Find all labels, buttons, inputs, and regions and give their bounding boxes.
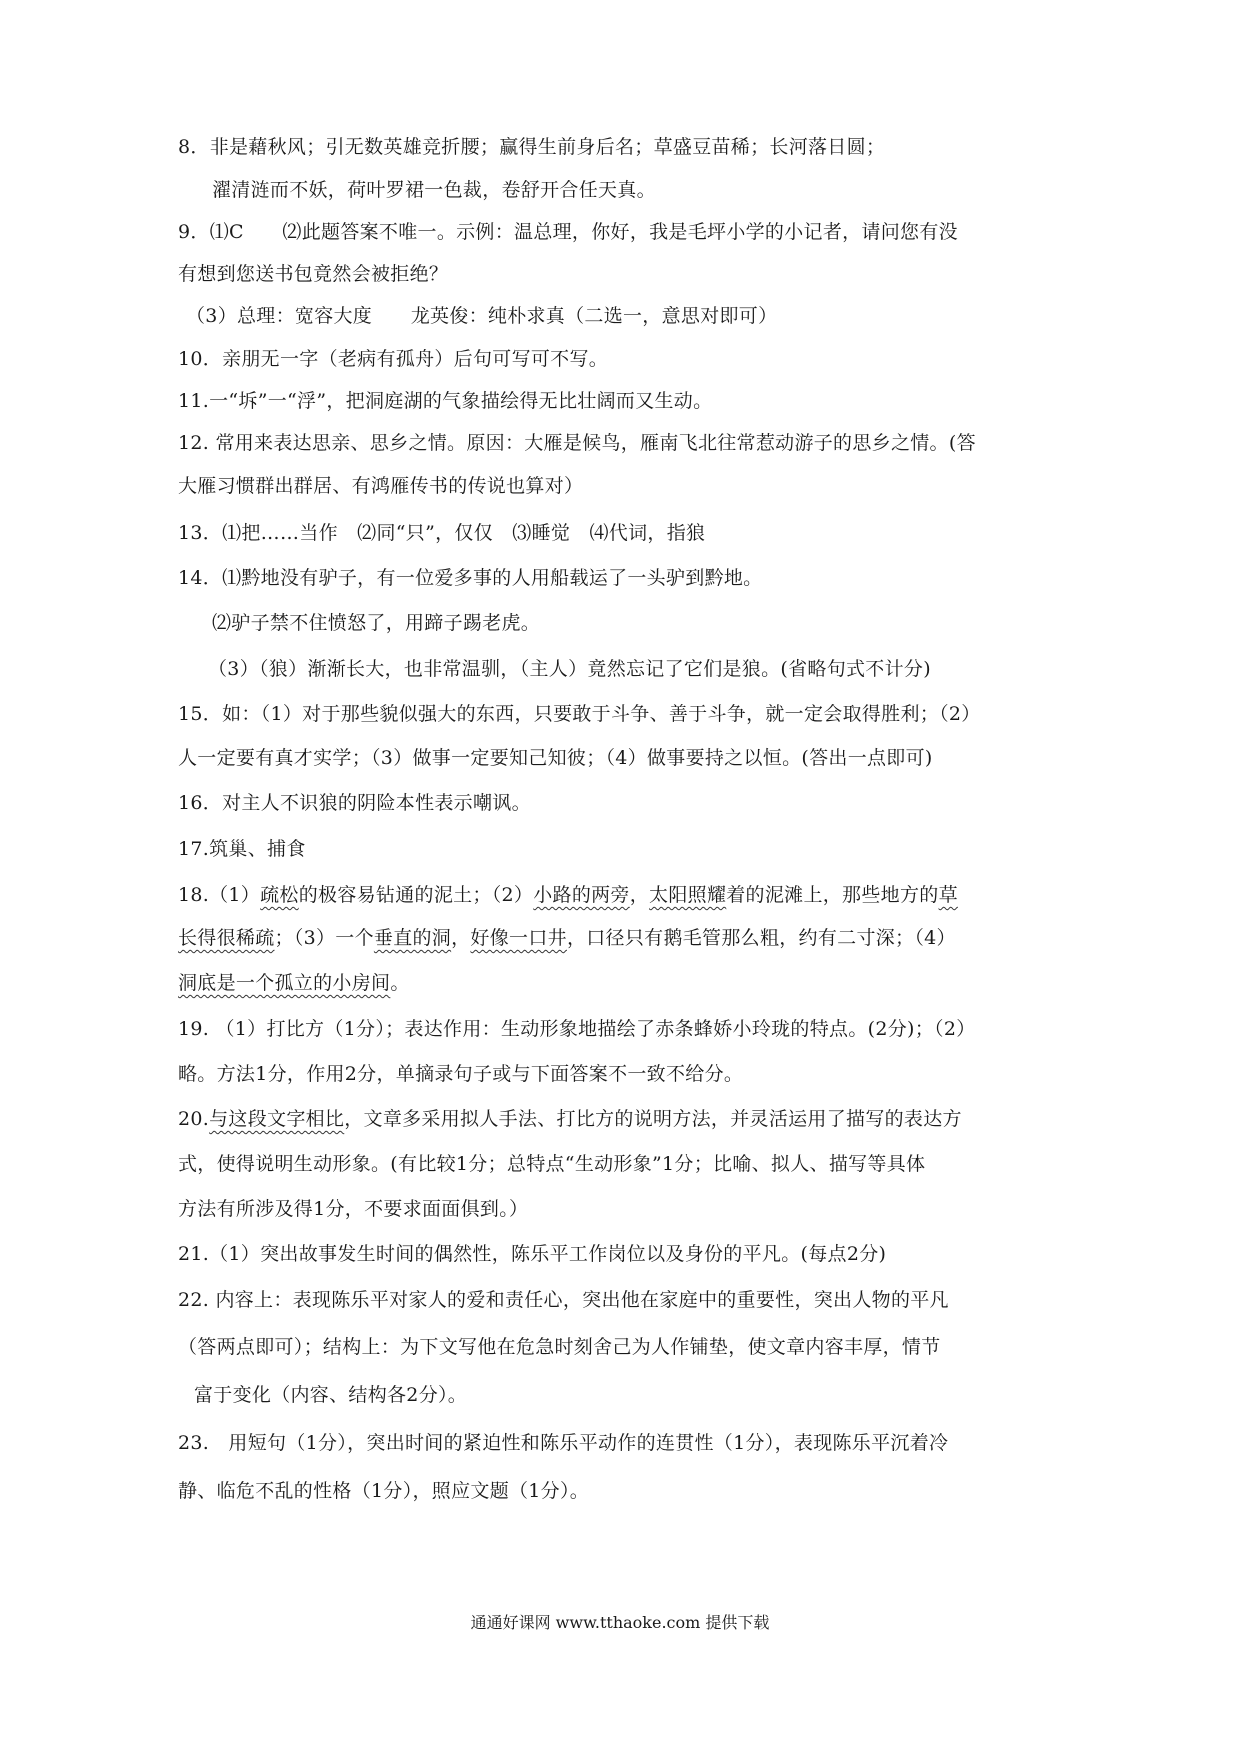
q20-underlined-text: 与这段文字相比	[209, 1108, 345, 1130]
answer-9-line-2: 有想到您送书包竟然会被拒绝？	[178, 263, 449, 285]
answer-16: 16．对主人不识狼的阴险本性表示嘲讽。	[178, 792, 531, 814]
q18-underlined-text: 小路的两旁	[533, 884, 630, 906]
answer-22-line-2: （答两点即可）；结构上：为下文写他在危急时刻舍己为人作铺垫，使文章内容丰厚，情节	[178, 1336, 941, 1358]
q18-underlined-text: 草	[938, 884, 958, 906]
q18-underlined-text: 洞底是一个孤立的小房间	[178, 972, 391, 994]
answer-23-line-1: 23. 用短句（1分），突出时间的紧迫性和陈乐平动作的连贯性（1分），表现陈乐平沉着冷	[178, 1432, 949, 1454]
answer-9-line-3: （3）总理：宽容大度 龙英俊：纯朴求真（二选一，意思对即可）	[186, 305, 778, 327]
q20-text: 20.	[178, 1108, 210, 1130]
answer-18-line-2	[178, 925, 956, 951]
answer-20-line-3: 方法有所涉及得1分，不要求面面俱到。）	[178, 1198, 529, 1220]
q18-text: ，	[629, 884, 650, 906]
answer-17: 17.筑巢、捕食	[178, 838, 306, 860]
answer-8-line-1: 8．非是藉秋风；引无数英雄竞折腰；赢得生前身后名；草盛豆苗稀；长河落日圆；	[178, 136, 886, 158]
q18-text: 的极容易钻通的泥土；（2）	[298, 884, 534, 906]
answer-10: 10．亲朋无一字（老病有孤舟）后句可写可不写。	[178, 348, 609, 370]
answer-14-line-3: （3）（狼）渐渐长大，也非常温驯，（主人）竟然忘记了它们是狼。(省略句式不计分)	[208, 658, 931, 680]
page-footer: 通通好课网 www.tthaoke.com 提供下载	[470, 1613, 770, 1632]
answer-20-line-2: 式，使得说明生动形象。(有比较1分；总特点“生动形象”1分；比喻、拟人、描写等具体	[178, 1153, 926, 1175]
q18-text: ，	[451, 927, 471, 949]
answer-8-line-2: 濯清涟而不妖，荷叶罗裙一色裁，卷舒开合任天真。	[212, 179, 656, 201]
answer-19-line-1: 19. （1）打比方（1分）；表达作用：生动形象地描绘了赤条蜂娇小玲珑的特点。(2分)；（2）	[178, 1018, 976, 1040]
q18-underlined-text: 太阳照耀	[649, 884, 727, 906]
answer-23-line-2: 静、临危不乱的性格（1分），照应文题（1分）。	[178, 1480, 590, 1502]
q18-text: ，口径只有鹅毛管那么粗，约有二寸深；（4）	[566, 927, 956, 949]
q18-text: 着的泥滩上，那些地方的	[726, 884, 939, 906]
answer-14-line-2: ⑵驴子禁不住愤怒了，用蹄子踢老虎。	[212, 612, 541, 634]
q18-text: 。	[390, 972, 410, 994]
q18-text: 18.（1）	[178, 884, 261, 906]
answer-20-line-1	[178, 1106, 962, 1132]
answer-21: 21.（1）突出故事发生时间的偶然性，陈乐平工作岗位以及身份的平凡。(每点2分)	[178, 1243, 887, 1265]
q18-text: ；（3）一个	[274, 927, 374, 949]
q18-underlined-text: 垂直的洞	[373, 927, 452, 949]
answer-12-line-2: 大雁习惯群出群居、有鸿雁传书的传说也算对）	[178, 475, 584, 497]
answer-15-line-1: 15．如：（1）对于那些貌似强大的东西，只要敢于斗争、善于斗争，就一定会取得胜利；（2）	[178, 703, 981, 725]
answer-18-line-3	[178, 970, 410, 996]
answer-9-line-1: 9．⑴C ⑵此题答案不唯一。示例：温总理，你好，我是毛坪小学的小记者，请问您有没	[178, 221, 958, 243]
q20-text: ，文章多采用拟人手法、打比方的说明方法，并灵活运用了描写的表达方	[344, 1108, 962, 1130]
answer-22-line-1: 22. 内容上：表现陈乐平对家人的爱和责任心，突出他在家庭中的重要性，突出人物的平凡	[178, 1289, 949, 1311]
answer-18-line-1	[178, 882, 958, 908]
answer-13: 13．⑴把……当作 ⑵同“只”，仅仅 ⑶睡觉 ⑷代词，指狼	[178, 522, 706, 544]
q18-underlined-text: 长得很稀疏	[178, 927, 275, 949]
answer-19-line-2: 略。方法1分，作用2分，单摘录句子或与下面答案不一致不给分。	[178, 1063, 744, 1085]
q18-underlined-text: 好像一口井	[470, 927, 567, 949]
answer-15-line-2: 人一定要有真才实学；（3）做事一定要知己知彼；（4）做事要持之以恒。(答出一点即可)	[178, 747, 933, 769]
answer-12-line-1: 12. 常用来表达思亲、思乡之情。原因：大雁是候鸟，雁南飞北往常惹动游子的思乡之情。(答	[178, 432, 976, 454]
answer-11: 11.一“坼”一“浮”，把洞庭湖的气象描绘得无比壮阔而又生动。	[178, 390, 713, 412]
q18-underlined-text: 疏松	[260, 884, 299, 906]
answer-14-line-1: 14．⑴黔地没有驴子，有一位爱多事的人用船载运了一头驴到黔地。	[178, 567, 763, 589]
answer-22-line-3: 富于变化（内容、结构各2分）。	[194, 1384, 468, 1406]
